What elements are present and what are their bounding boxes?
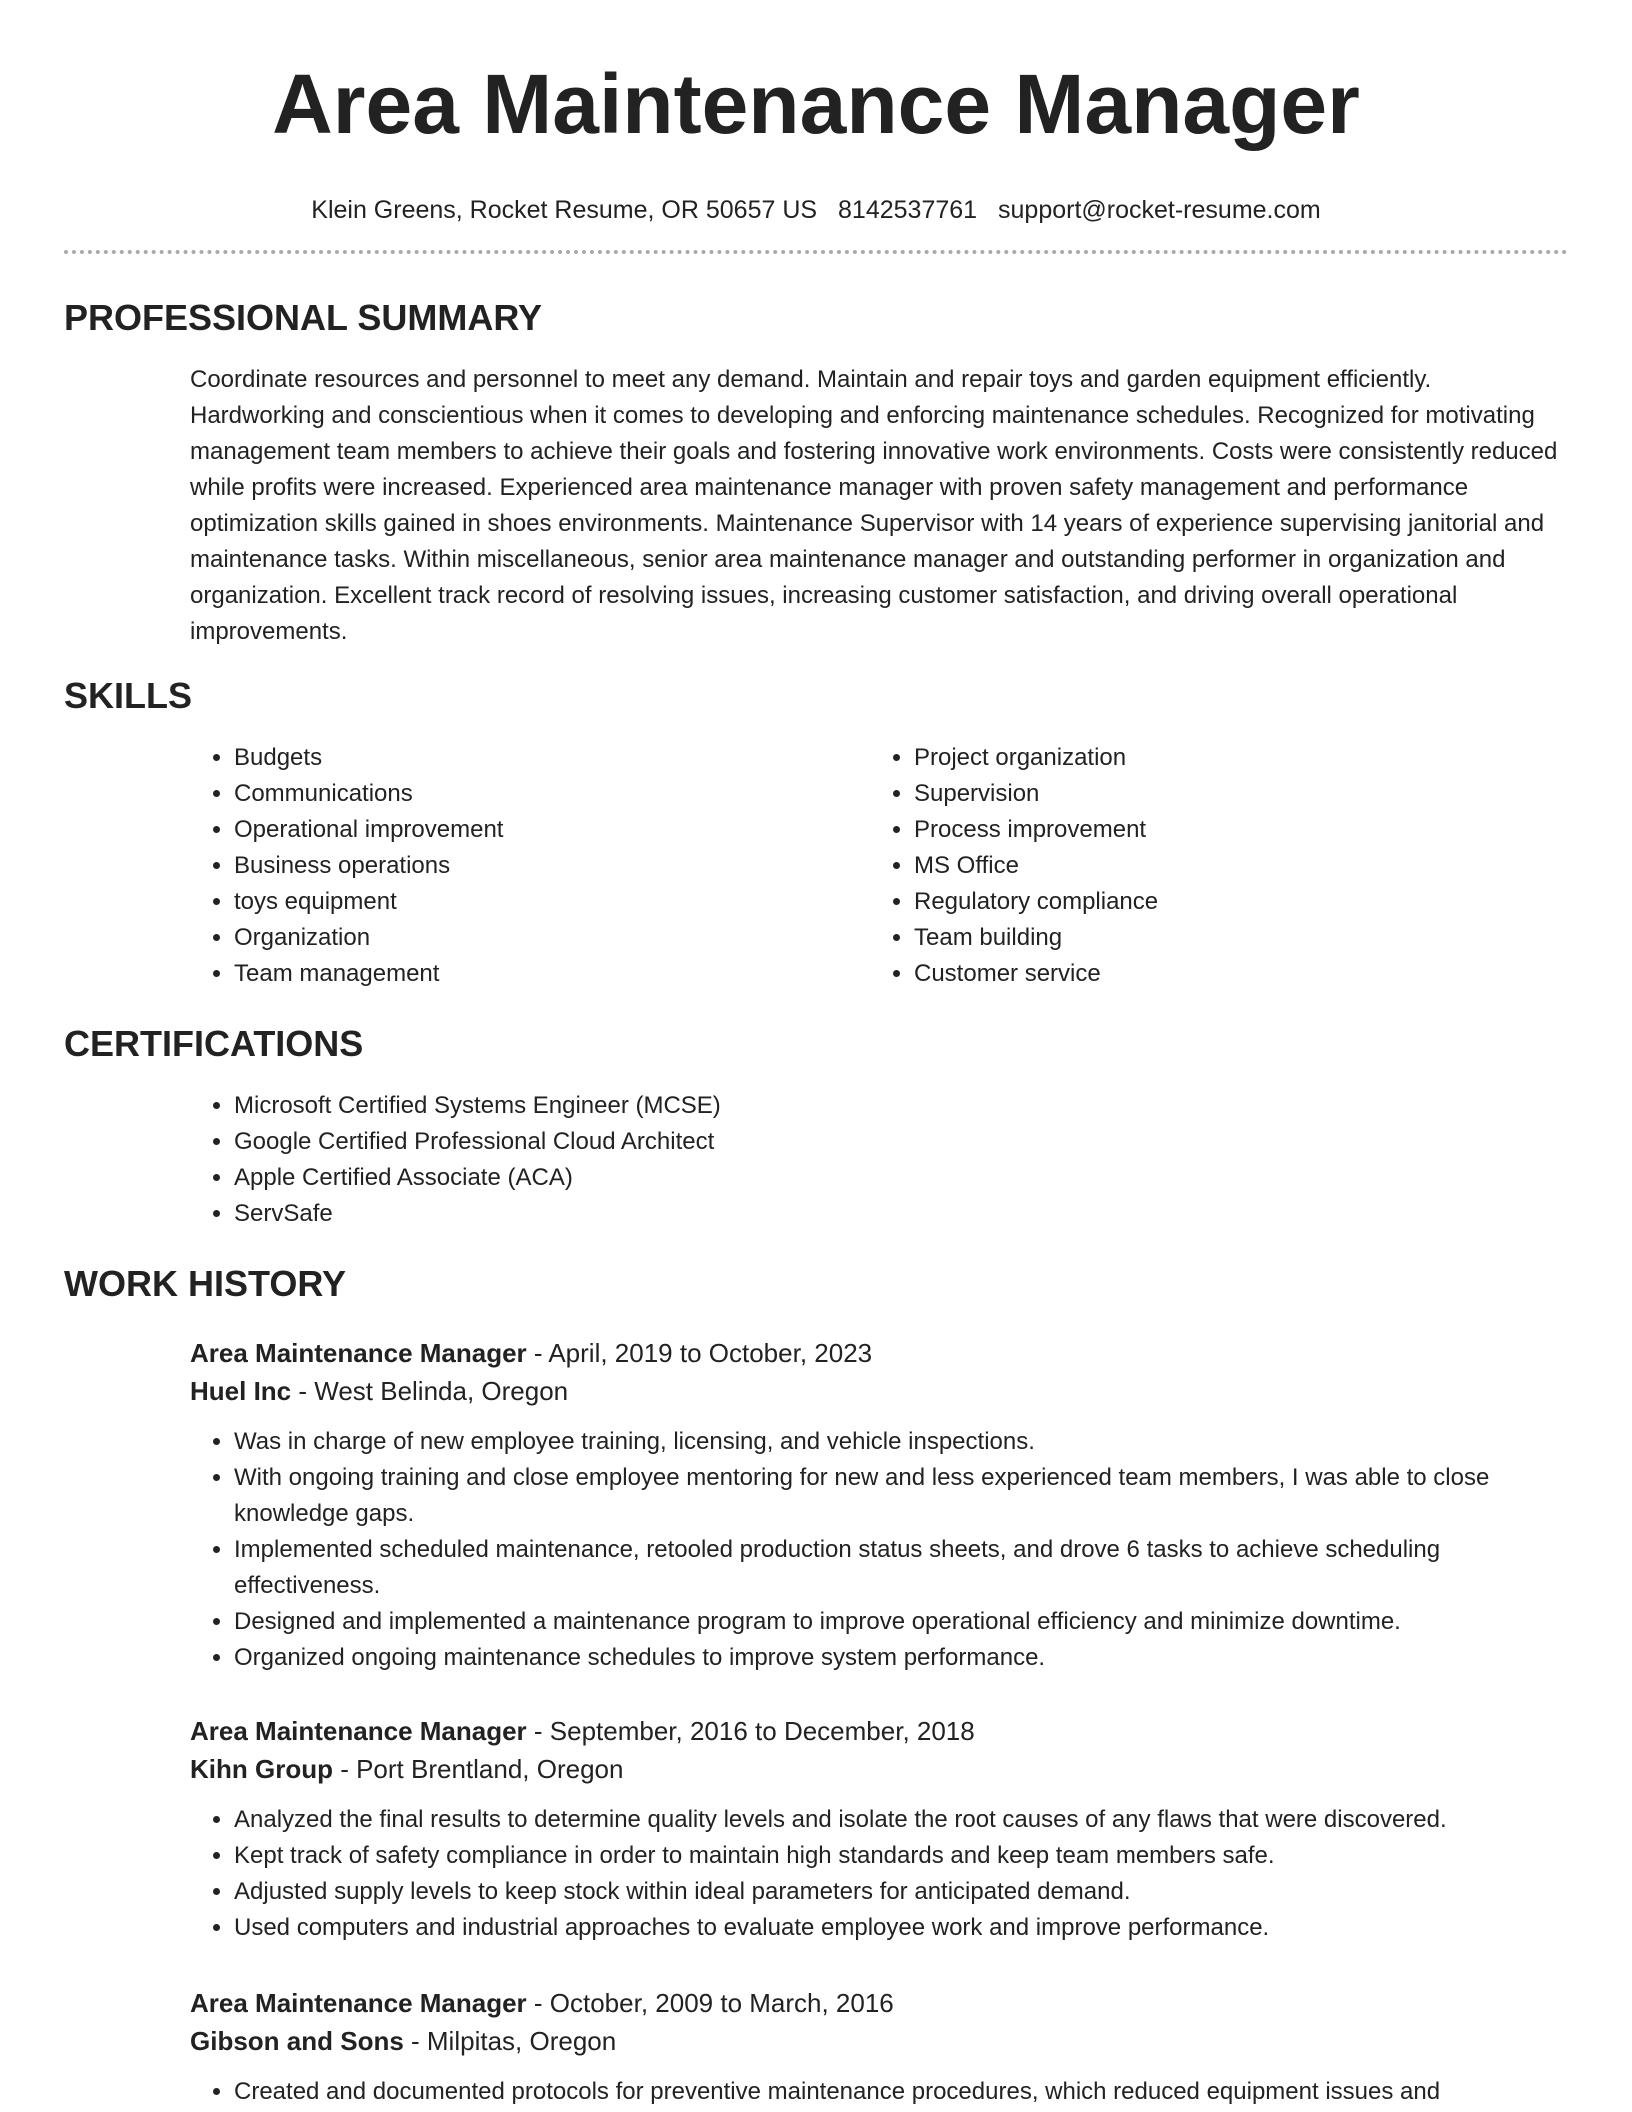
job-bullet: • Organized ongoing maintenance schedules to improve system performance. xyxy=(234,1640,1570,1676)
skill-item: • toys equipment xyxy=(234,884,830,920)
job-bullet: • Created and documented protocols for preventive maintenance procedures, which reduced equipment issues and xyxy=(234,2074,1570,2110)
skill-item: • Customer service xyxy=(914,956,1510,992)
job-title-line xyxy=(190,1712,1570,1750)
job-bullet: • Designed and implemented a maintenance program to improve operational efficiency and minimize downtime. xyxy=(234,1604,1570,1640)
job-title: Area Maintenance Manager xyxy=(190,1988,527,2018)
skill-item: • Budgets xyxy=(234,740,830,776)
job-entry xyxy=(190,1712,1570,1946)
job-company: Huel Inc xyxy=(190,1376,292,1406)
job-title-line xyxy=(190,1984,1570,2022)
skills-column-left xyxy=(190,740,830,992)
job-company-line xyxy=(190,2022,1570,2060)
certifications-list xyxy=(190,1088,1490,1232)
skill-item: • Business operations xyxy=(234,848,830,884)
skills-heading: SKILLS xyxy=(64,675,193,716)
contact-email: support@rocket-resume.com xyxy=(998,196,1321,224)
certification-item: • Microsoft Certified Systems Engineer (MCSE) xyxy=(234,1088,1490,1124)
job-dates: - October, 2009 to March, 2016 xyxy=(526,1988,894,2018)
job-bullet: • Analyzed the final results to determine quality levels and isolate the root causes of any flaws that were discovered. xyxy=(234,1802,1570,1838)
job-company: Kihn Group xyxy=(190,1754,333,1784)
job-title-line xyxy=(190,1334,1570,1372)
certification-item: • Google Certified Professional Cloud Architect xyxy=(234,1124,1490,1160)
contact-address: Klein Greens, Rocket Resume, OR 50657 US xyxy=(311,196,818,224)
contact-phone: 8142537761 xyxy=(838,196,978,224)
job-title: Area Maintenance Manager xyxy=(190,1716,527,1746)
certifications-heading: CERTIFICATIONS xyxy=(64,1023,364,1064)
job-company-line xyxy=(190,1372,1570,1410)
summary-text: Coordinate resources and personnel to meet any demand. Maintain and repair toys and garden equipment efficiently. Hardworking and conscientious when it comes to developing and enforcing maintenance schedules. Recognized for motivating management team members to achieve their goals and fostering innovative work environments. Costs were consistently reduced while profits were increased. Experienced area maintenance manager with proven safety management and performance optimization skills gained in shoes environments. Maintenance Supervisor with 14 years of experience supervising janitorial and maintenance tasks. Within miscellaneous, senior area maintenance manager and outstanding performer in organization and organization. Excellent track record of resolving issues, increasing customer satisfaction, and driving overall operational improvements. xyxy=(190,366,1558,645)
job-company-line xyxy=(190,1750,1570,1788)
job-bullet: • Was in charge of new employee training, licensing, and vehicle inspections. xyxy=(234,1424,1570,1460)
job-bullet: • With ongoing training and close employee mentoring for new and less experienced team members, I was able to close knowledge gaps. xyxy=(234,1460,1570,1532)
job-bullet: • Implemented scheduled maintenance, retooled production status sheets, and drove 6 tasks to achieve scheduling effectiveness. xyxy=(234,1532,1570,1604)
job-dates: - April, 2019 to October, 2023 xyxy=(526,1338,873,1368)
skill-item: • Supervision xyxy=(914,776,1510,812)
job-dates: - September, 2016 to December, 2018 xyxy=(526,1716,975,1746)
skill-item: • MS Office xyxy=(914,848,1510,884)
work-history-heading: WORK HISTORY xyxy=(64,1263,347,1304)
job-bullet: • Used computers and industrial approaches to evaluate employee work and improve performance. xyxy=(234,1910,1570,1946)
skill-item: • Communications xyxy=(234,776,830,812)
skill-item: • Regulatory compliance xyxy=(914,884,1510,920)
skill-item: • Team building xyxy=(914,920,1510,956)
certification-item: • ServSafe xyxy=(234,1196,1490,1232)
job-bullet: • Kept track of safety compliance in order to maintain high standards and keep team members safe. xyxy=(234,1838,1570,1874)
certification-item: • Apple Certified Associate (ACA) xyxy=(234,1160,1490,1196)
skill-item: • Process improvement xyxy=(914,812,1510,848)
skill-item: • Project organization xyxy=(914,740,1510,776)
job-entry xyxy=(190,1334,1570,1676)
skills-column-right xyxy=(870,740,1510,992)
resume-header xyxy=(0,0,1632,226)
job-location: - Port Brentland, Oregon xyxy=(332,1754,624,1784)
job-company: Gibson and Sons xyxy=(190,2026,404,2056)
contact-line xyxy=(0,194,1632,226)
summary-heading: PROFESSIONAL SUMMARY xyxy=(64,297,543,338)
skill-item: • Organization xyxy=(234,920,830,956)
job-bullet: • Adjusted supply levels to keep stock within ideal parameters for anticipated demand. xyxy=(234,1874,1570,1910)
job-title: Area Maintenance Manager xyxy=(190,1338,527,1368)
header-divider xyxy=(64,250,1568,254)
job-location: - West Belinda, Oregon xyxy=(291,1376,569,1406)
candidate-name: Area Maintenance Manager xyxy=(272,57,1360,151)
skill-item: • Team management xyxy=(234,956,830,992)
job-location: - Milpitas, Oregon xyxy=(403,2026,617,2056)
job-entry xyxy=(190,1984,1570,2110)
skill-item: • Operational improvement xyxy=(234,812,830,848)
